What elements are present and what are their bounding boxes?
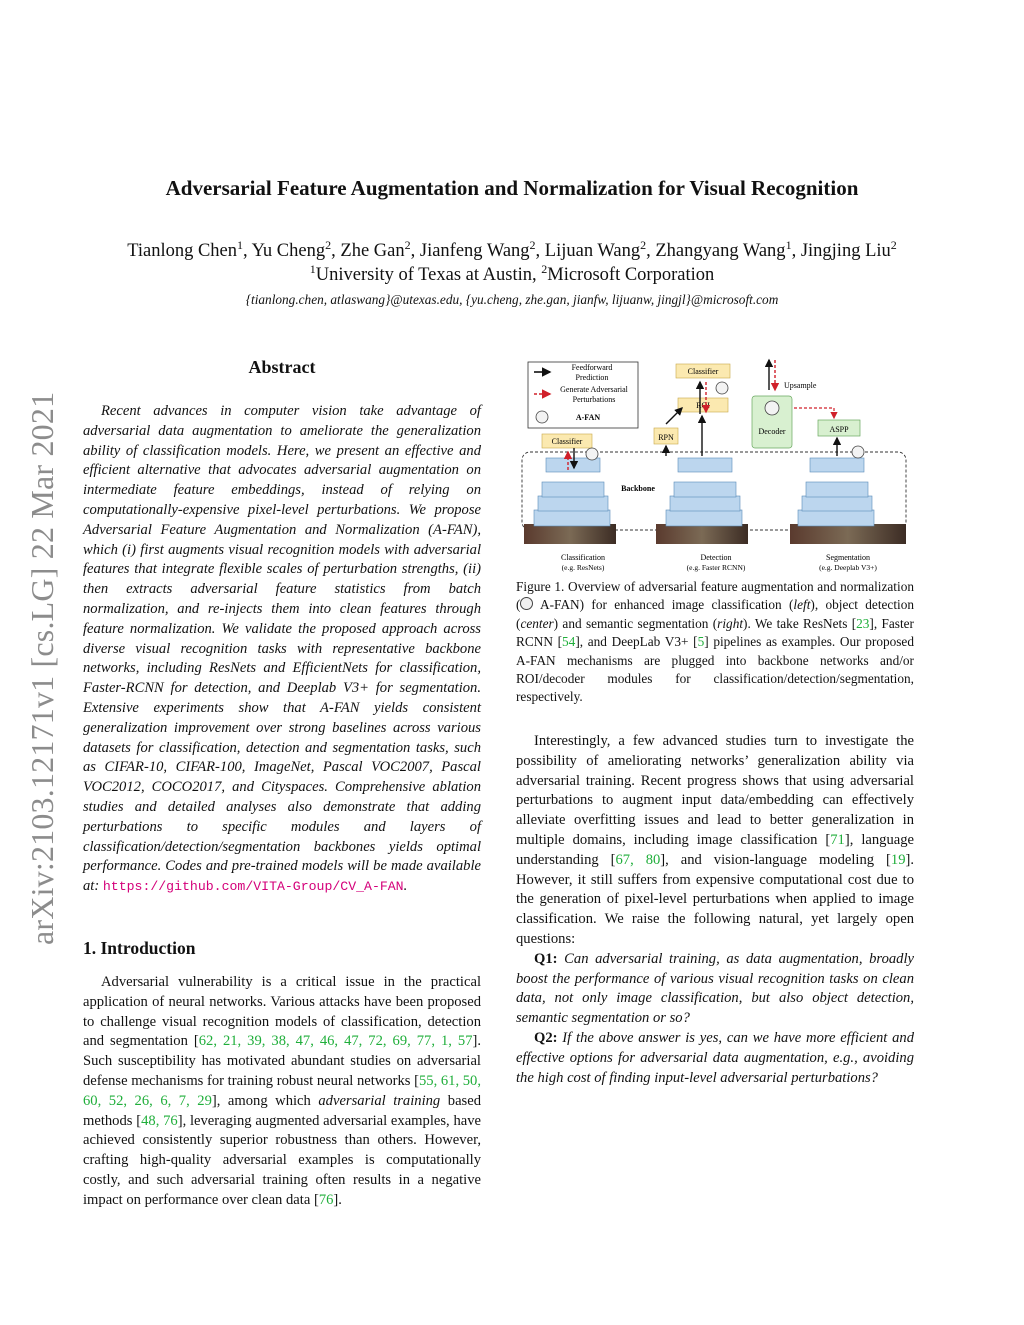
text-run: ], leveraging augmented adversarial examples, have achieved consistently superior robustness than others. However, crafting high-quality adversarial examples is computationally costly, and such adversarial training often results in a negative impact on performance over clean data [ — [83, 1112, 482, 1208]
legend-label: Perturbations — [572, 395, 616, 404]
task-label: Detection — [700, 553, 732, 562]
backbone-layer — [802, 496, 872, 511]
citation-link[interactable]: 67, 80 — [615, 851, 661, 868]
citation-link[interactable]: 5 — [697, 634, 705, 650]
affiliation-microsoft: Microsoft Corporation — [547, 265, 715, 285]
text-run: based methods [ — [83, 1092, 481, 1129]
affiliation-utexas: University of Texas at Austin, — [315, 265, 542, 285]
text-run: ). We take ResNets [ — [743, 615, 857, 631]
task-example: (e.g. Deeplab V3+) — [819, 563, 877, 572]
emphasis: adversarial training — [318, 1092, 441, 1109]
detection-stack — [654, 364, 748, 544]
author-name: Tianlong Chen — [127, 241, 238, 261]
aspp-label: ASPP — [829, 425, 849, 434]
backbone-layer — [666, 510, 742, 526]
text-run: ]. Such susceptibility has motivated abundant studies on adversarial defense mechanisms for training robust neural networks [ — [83, 1033, 482, 1089]
adversarial-arrow — [794, 408, 834, 418]
task-label: Classification — [561, 553, 605, 562]
author-name: Lijuan Wang — [544, 241, 641, 261]
author-affiliation-mark: 2 — [640, 237, 647, 252]
author-name: Zhe Gan — [340, 241, 405, 261]
task-label: Segmentation — [826, 553, 870, 562]
abstract-text: Recent advances in computer vision take advantage of adversarial data augmentation to ameliorate the generalization ability of classification models. Here, we present an effective and efficient alternative that advocates adversarial augmentation on intermediate feature embeddings, instead of relying on computationally-expensive pixel-level perturbations. We propose Adversarial Feature Augmentation and Normalization (A-FAN), which (i) first augments visual recognition models with adversarial features that integrate flexible scales of perturbation strengths, (ii) then extracts adversarial feature statistics from batch normalization, and re-injects them into clean features through feature normalization. We validate the proposed approach across diverse visual recognition tasks with representative backbone networks, including ResNets and EfficientNets for classification, Faster-RCNN for detection, and Deeplab V3+ for segmentation. Extensive experiments show that A-FAN yields consistent generalization improvement over strong baselines across various datasets for classification, detection and segmentation tasks, such as CIFAR-10, CIFAR-100, ImageNet, Pascal VOC2007, Pascal VOC2012, COCO2017, and Cityspaces. Comprehensive ablation studies and detailed analyses also demonstrate that adding perturbations to specific modules and layers of classification/detection/segmentation backbones yields optimal performance. Codes and pre-trained models will be made available at: — [83, 403, 481, 895]
feedforward-arrow — [666, 408, 682, 424]
input-image — [790, 524, 906, 544]
arxiv-identifier: arXiv:2103.12171v1 [cs.LG] 22 Mar 2021 — [24, 391, 60, 945]
introduction-heading: 1. Introduction — [83, 937, 196, 958]
question-text: If the above answer is yes, can we have more efficient and effective options for adversarial data augmentation, e.g., avoiding the high cost of finding input-level adversarial perturbations? — [516, 1029, 914, 1086]
right-column — [516, 732, 914, 1088]
legend-label: Generate Adversarial — [560, 385, 628, 394]
text-run: ], and DeepLab V3+ [ — [575, 634, 698, 650]
afan-fan-icon — [852, 446, 864, 458]
backbone-label: Backbone — [621, 484, 655, 493]
citation-link[interactable]: 23 — [856, 615, 870, 631]
text-run: ]. However, it still suffers from expensive computational cost due to the generation of pixel-level perturbations when applied to image classification. We raise the following natural, yet largely open questions: — [516, 851, 914, 947]
citation-link[interactable]: 19 — [890, 851, 906, 868]
rpn-label: RPN — [658, 433, 674, 442]
text-run: ], among which — [211, 1092, 319, 1109]
backbone-layer — [670, 496, 740, 511]
author-name: Yu Cheng — [251, 241, 326, 261]
question-1 — [516, 950, 914, 1029]
question-label: Q1: — [534, 950, 558, 967]
emphasis: center — [520, 615, 554, 631]
upsample-label: Upsample — [784, 381, 817, 390]
author-emails: {tianlong.chen, atlaswang}@utexas.edu, {yu.cheng, zhe.gan, jianfw, lijuanw, jingjl}@microsoft.com — [245, 292, 779, 307]
citation-link[interactable]: 54 — [562, 634, 576, 650]
abstract-body — [83, 402, 481, 897]
backbone-layer — [678, 458, 732, 472]
text-run: ], Faster RCNN [ — [516, 615, 914, 650]
afan-fan-icon — [520, 597, 533, 610]
backbone-layer — [806, 482, 868, 497]
author-list: Tianlong Chen$^1$, Yu Cheng$^2$, Zhe Gan$^2$, Jianfeng Wang$^2$, Lijuan Wang$^2$, Zhangyang Wang$^1$, Jingjing Liu$^2$ — [127, 237, 897, 261]
question-label: Q2: — [534, 1029, 558, 1046]
text-run: ) and semantic segmentation ( — [553, 615, 718, 631]
task-example: (e.g. ResNets) — [561, 563, 605, 572]
author-affiliation-mark: 2 — [529, 237, 536, 252]
classification-stack — [524, 434, 616, 544]
backbone-layer — [542, 482, 604, 497]
affiliations — [60, 261, 964, 287]
legend-label: Feedforward — [571, 363, 613, 372]
input-image — [656, 524, 748, 544]
author-affiliation-mark: 2 — [325, 237, 332, 252]
legend-label: Prediction — [575, 373, 609, 382]
text-run: A-FAN) for enhanced image classification ( — [533, 597, 794, 613]
question-2 — [516, 1029, 914, 1088]
code-link[interactable]: https://github.com/VITA-Group/CV_A-FAN — [102, 879, 404, 895]
author-affiliation-mark: 2 — [890, 237, 897, 252]
text-run: ], and vision-language modeling [ — [660, 851, 891, 868]
citation-link[interactable]: 76 — [318, 1191, 334, 1208]
text-run: Figure 1. Overview of adversarial feature augmentation and normalization ( — [516, 579, 914, 613]
author-affiliation-mark: 2 — [404, 237, 411, 252]
afan-fan-icon — [765, 401, 779, 415]
question-text: Can adversarial training, as data augmentation, broadly boost the performance of various visual recognition tasks on clean data, not only image classification, but also object detection, semantic segmentation or so? — [516, 950, 914, 1027]
author-name: Jianfeng Wang — [419, 241, 530, 261]
roi-label: ROI — [696, 401, 710, 410]
citation-link[interactable]: 48, 76 — [141, 1112, 178, 1129]
legend-label: A-FAN — [575, 413, 601, 422]
author-affiliation-mark: 1 — [237, 237, 244, 252]
author-name: Jingjing Liu — [800, 241, 891, 261]
citation-link[interactable]: 71 — [830, 831, 845, 848]
author-name: Zhangyang Wang — [655, 241, 786, 261]
afan-fan-icon — [586, 448, 598, 460]
affiliation-mark: 1 — [309, 261, 316, 276]
afan-fan-icon — [716, 382, 728, 394]
citation-link[interactable]: 62, 21, 39, 38, 47, 46, 47, 72, 69, 77, 1, 57 — [198, 1033, 473, 1050]
figure-1-caption — [516, 578, 914, 707]
backbone-layer — [798, 510, 874, 526]
text-run: ] pipelines as examples. Our proposed A-FAN mechanisms are plugged into backbone networks and/or ROI/decoder modules for classification/detection/segmentation, respectively. — [516, 634, 914, 705]
figure-1-diagram — [516, 352, 916, 574]
text-run: ], language understanding [ — [516, 831, 914, 868]
decoder-label: Decoder — [758, 427, 786, 436]
abstract-end: . — [403, 878, 408, 895]
classifier-label: Classifier — [551, 437, 583, 446]
citation-link[interactable]: 55, 61, 50, 60, 52, 26, 6, 7, 29 — [83, 1072, 481, 1109]
affiliation-mark: 2 — [541, 261, 548, 276]
left-column — [83, 356, 481, 1210]
input-image — [524, 524, 616, 544]
abstract-heading: Abstract — [248, 357, 316, 377]
text-run: ), object detection ( — [516, 597, 914, 631]
text-run: Interestingly, a few advanced studies turn to investigate the possibility of ameliorating networks’ generalization ability via adversarial training. Recent progress shows that using adversarial perturbations to augment input data/embedding can effectively alleviate overfitting issues and lead to better generalization in multiple domains, including image classification [ — [516, 733, 914, 848]
afan-fan-icon — [536, 411, 548, 423]
intro-paragraph-1 — [83, 973, 481, 1211]
backbone-layer — [538, 496, 608, 511]
backbone-layer — [534, 510, 610, 526]
emphasis: right — [717, 615, 744, 631]
intro-paragraph-2 — [516, 732, 914, 950]
author-affiliation-mark: 1 — [785, 237, 792, 252]
classifier-label: Classifier — [687, 367, 719, 376]
text-run: Adversarial vulnerability is a critical issue in the practical application of neural networks. Various attacks have been proposed to challenge visual recognition models of classification, detection and segmentation [ — [83, 973, 481, 1050]
backbone-layer — [810, 458, 864, 472]
backbone-layer — [674, 482, 736, 497]
emphasis: left — [793, 597, 811, 613]
task-example: (e.g. Faster RCNN) — [686, 563, 746, 572]
text-run: ]. — [333, 1191, 342, 1208]
paper-title: Adversarial Feature Augmentation and Normalization for Visual Recognition — [165, 176, 859, 200]
